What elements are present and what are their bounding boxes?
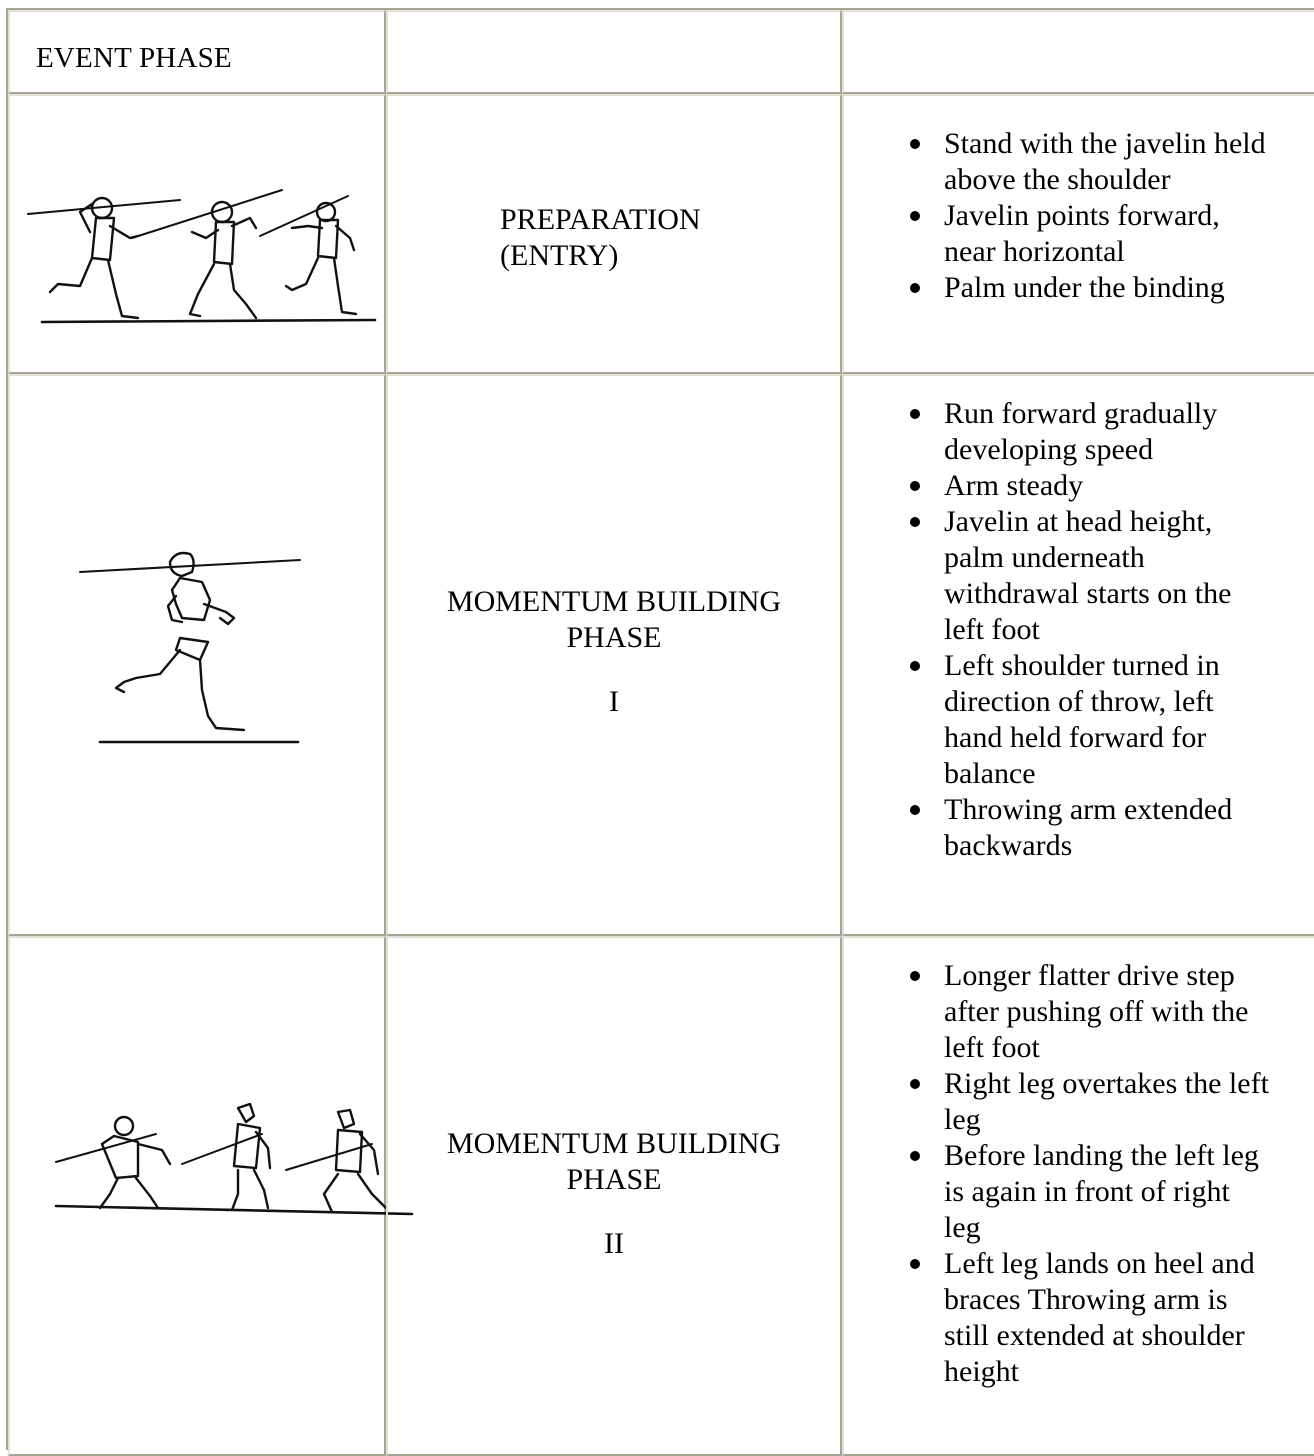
phase-line: (ENTRY) — [500, 239, 619, 272]
row1-bullet-list — [896, 126, 1314, 306]
bullet-text: Right leg overtakes the left — [944, 1067, 1269, 1100]
bullet-text: braces Throwing arm is — [944, 1283, 1228, 1316]
row2-figure-cell — [8, 374, 386, 936]
bullet-dot-icon — [910, 661, 920, 671]
bullet-text: backwards — [944, 829, 1073, 862]
phase-line: I — [609, 685, 619, 718]
row3-description-cell — [842, 936, 1314, 1456]
bullet-text: leg — [944, 1103, 981, 1136]
bullet-text: direction of throw, left — [944, 685, 1214, 718]
header-cell-event-phase — [8, 10, 386, 94]
bullet-text: Left shoulder turned in — [944, 649, 1220, 682]
row2-bullet-list — [896, 396, 1314, 864]
header-event-phase: EVENT PHASE — [36, 42, 232, 74]
row1-figure-cell — [8, 94, 386, 374]
bullet-dot-icon — [910, 517, 920, 527]
bullet-text: height — [944, 1355, 1019, 1388]
bullet-dot-icon — [910, 1079, 920, 1089]
bullet-item — [896, 126, 1314, 198]
javelin-approach-sequence-illustration — [20, 108, 380, 358]
phase-line: PHASE — [566, 1163, 662, 1196]
bullet-text: Javelin at head height, — [944, 505, 1213, 538]
phase-line — [388, 656, 840, 684]
bullet-dot-icon — [910, 481, 920, 491]
header-cell-2 — [386, 10, 842, 94]
row1-description-cell — [842, 94, 1314, 374]
bullet-text: Before landing the left leg — [944, 1139, 1259, 1172]
bullet-text: Run forward gradually — [944, 397, 1218, 430]
phase-line: PREPARATION — [500, 203, 701, 236]
bullet-text: Arm steady — [944, 469, 1084, 502]
row3-bullet-list — [896, 958, 1314, 1390]
row2-description-cell — [842, 374, 1314, 936]
bullet-item — [896, 396, 1314, 468]
header-cell-3 — [842, 10, 1314, 94]
bullet-text: withdrawal starts on the — [944, 577, 1232, 610]
row3-figure-cell — [8, 936, 386, 1456]
row3-phase-cell — [386, 936, 842, 1456]
bullet-dot-icon — [910, 1151, 920, 1161]
bullet-text: is again in front of right — [944, 1175, 1230, 1208]
phase-line: MOMENTUM BUILDING — [446, 1127, 782, 1160]
phase-line: MOMENTUM BUILDING — [446, 585, 782, 618]
phase-label-preparation — [500, 202, 701, 274]
bullet-text: near horizontal — [944, 235, 1125, 268]
bullet-dot-icon — [910, 139, 920, 149]
bullet-item — [896, 1246, 1314, 1390]
bullet-text: above the shoulder — [944, 163, 1171, 196]
bullet-item — [896, 1066, 1314, 1138]
bullet-text: left foot — [944, 613, 1040, 646]
bullet-dot-icon — [910, 971, 920, 981]
bullet-text: balance — [944, 757, 1036, 790]
bullet-text: leg — [944, 1211, 981, 1244]
bullet-text: Throwing arm extended — [944, 793, 1233, 826]
bullet-item — [896, 504, 1314, 648]
bullet-dot-icon — [910, 211, 920, 221]
bullet-dot-icon — [910, 409, 920, 419]
bullet-item — [896, 468, 1314, 504]
bullet-text: Longer flatter drive step — [944, 959, 1235, 992]
javelin-runner-illustration — [76, 546, 316, 756]
bullet-item — [896, 648, 1314, 792]
bullet-text: hand held forward for — [944, 721, 1207, 754]
bullet-item — [896, 958, 1314, 1066]
bullet-text: after pushing off with the — [944, 995, 1249, 1028]
phase-line: PHASE — [566, 621, 662, 654]
bullet-text: Javelin points forward, — [944, 199, 1220, 232]
bullet-text: still extended at shoulder — [944, 1319, 1245, 1352]
phase-line — [388, 1198, 840, 1226]
bullet-item — [896, 198, 1314, 270]
row2-phase-cell — [386, 374, 842, 936]
phase-line: II — [604, 1227, 624, 1260]
bullet-text: Left leg lands on heel and — [944, 1247, 1255, 1280]
phase-label-momentum-1 — [388, 584, 840, 720]
bullet-dot-icon — [910, 805, 920, 815]
table-frame-left — [6, 8, 8, 1450]
bullet-text: palm underneath — [944, 541, 1145, 574]
bullet-item — [896, 1138, 1314, 1246]
bullet-item — [896, 792, 1314, 864]
bullet-item — [896, 270, 1314, 306]
bullet-text: Palm under the binding — [944, 271, 1225, 304]
table-frame-top — [6, 8, 1314, 10]
phase-label-momentum-2 — [388, 1126, 840, 1262]
row1-phase-cell — [386, 94, 842, 374]
bullet-dot-icon — [910, 283, 920, 293]
bullet-text: left foot — [944, 1031, 1040, 1064]
bullet-text: Stand with the javelin held — [944, 127, 1266, 160]
javelin-crossover-sequence-illustration — [42, 1084, 414, 1254]
bullet-dot-icon — [910, 1259, 920, 1269]
bullet-text: developing speed — [944, 433, 1154, 466]
